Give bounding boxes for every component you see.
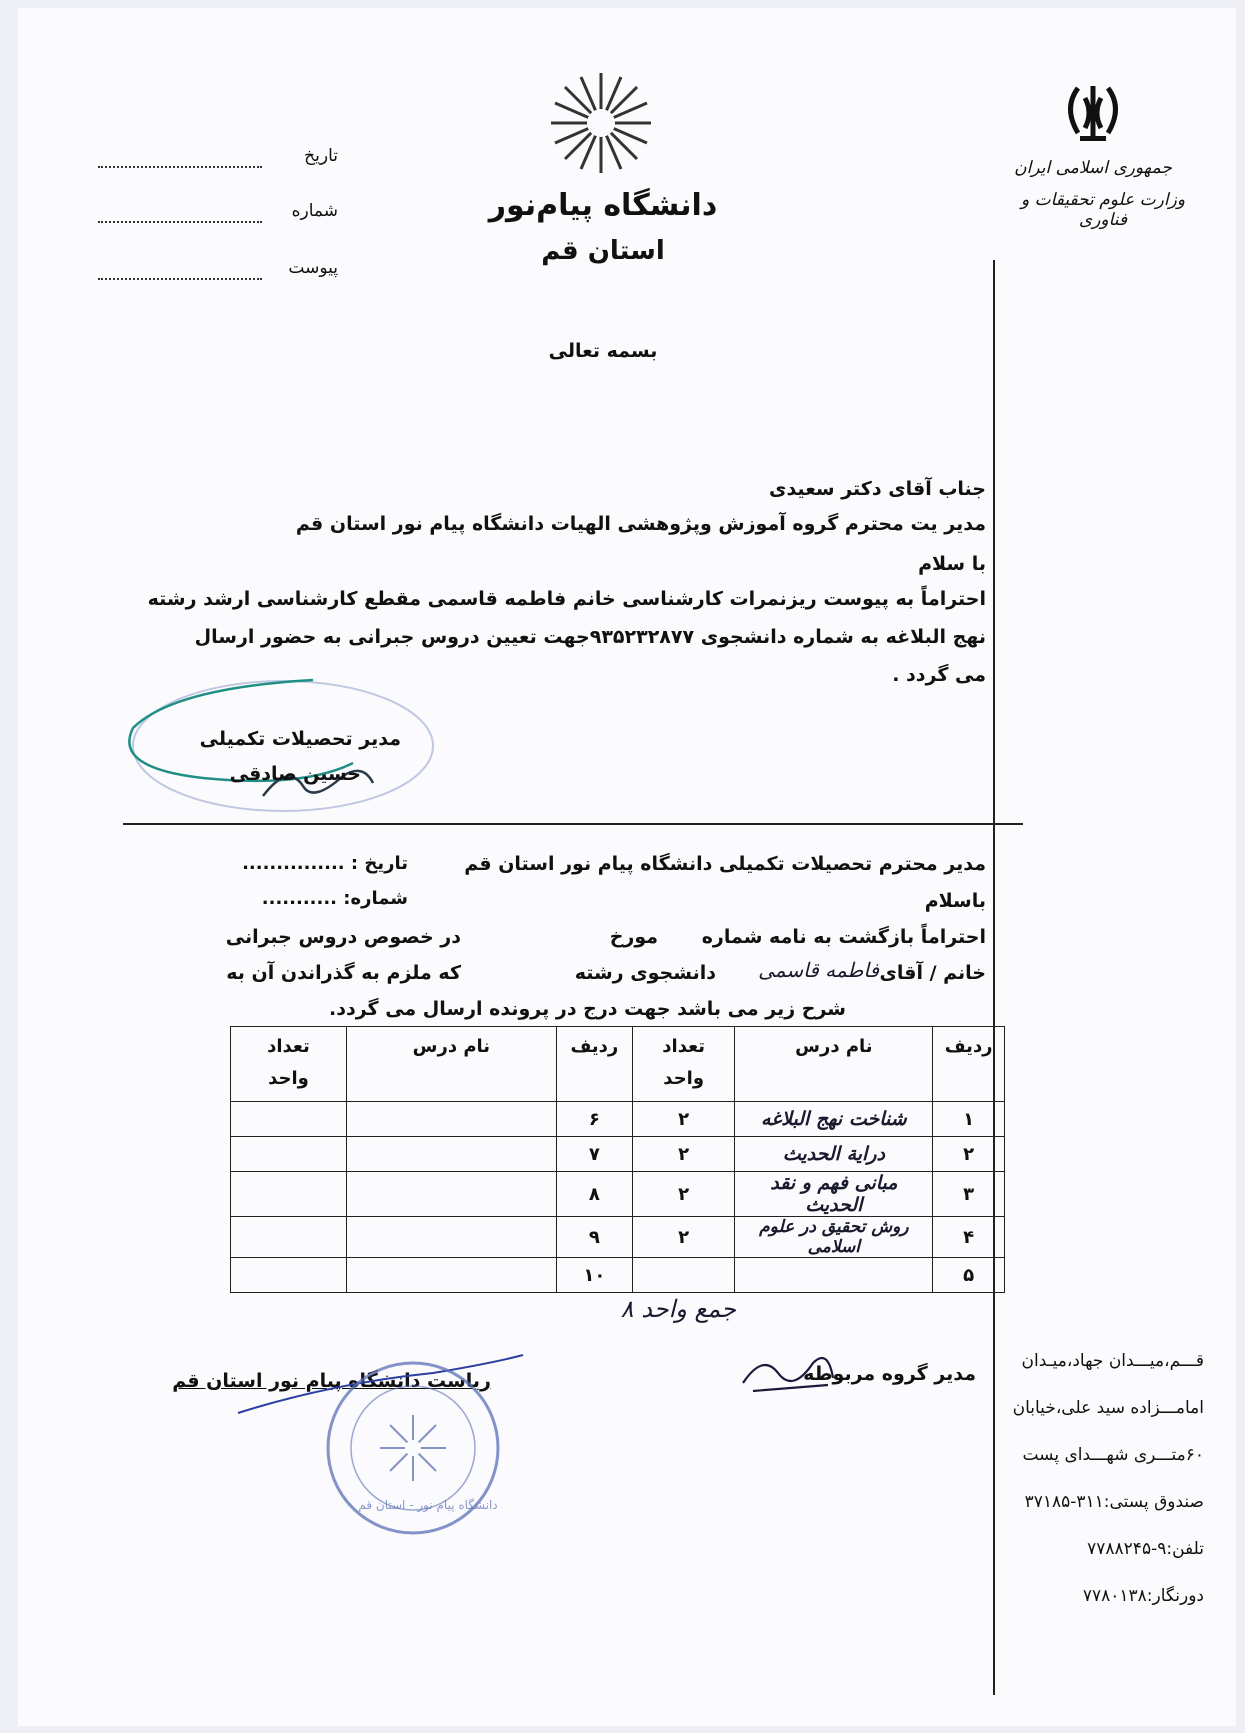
province-name: استان قم: [541, 236, 665, 266]
signer-name: حسین صادقی: [229, 763, 361, 785]
student-name-handwritten: فاطمه قاسمی: [758, 958, 879, 982]
signer-title: مدیر تحصیلات تکمیلی: [199, 728, 401, 750]
total-units-note: جمع واحد ۸: [620, 1295, 736, 1323]
table-row: [231, 1217, 1005, 1258]
col-units-2: تعداد واحد: [231, 1027, 347, 1102]
presidency-label: ریاست دانشگاه پیام نور استان قم: [172, 1370, 491, 1392]
courses-table: [230, 1026, 1005, 1293]
address-line-1: قـــم،میـــدان جهاد،میـدان: [1021, 1351, 1204, 1371]
cell-row-num: ۹: [556, 1217, 632, 1258]
table-row: [231, 1258, 1005, 1293]
fax: دورنگار:۷۷۸۰۱۳۸: [1082, 1586, 1204, 1606]
cell-row-num: ۱: [933, 1102, 1005, 1137]
letter-body-line-3: می گردد .: [892, 664, 986, 686]
reply-line-1b: مورخ: [609, 926, 658, 948]
letter-addressee: جناب آقای دکتر سعیدی: [769, 478, 986, 500]
cell-units: [231, 1137, 347, 1172]
reply-line-2a: خانم / آقای: [879, 962, 986, 984]
date-label: تاریخ: [304, 146, 338, 166]
reply-line-1c: در خصوص دروس جبرانی: [225, 926, 461, 948]
cell-course-name: [346, 1137, 556, 1172]
cell-row-num: ۶: [556, 1102, 632, 1137]
address-line-4: صندوق پستی:۳۱۱-۳۷۱۸۵: [1024, 1492, 1204, 1512]
section-divider: [123, 823, 1023, 825]
reply-date-label: تاریخ : ...............: [242, 853, 408, 874]
cell-row-num: ۷: [556, 1137, 632, 1172]
university-name: دانشگاه پیام‌نور: [488, 188, 718, 223]
reply-line-1a: احتراماً بازگشت به نامه شماره: [701, 926, 986, 948]
cell-units: [231, 1217, 347, 1258]
presidency-stamp-signature: [233, 1343, 563, 1543]
cell-course-name: مبانی فهم و نقد الحدیث: [735, 1172, 933, 1217]
cell-row-num: ۸: [556, 1172, 632, 1217]
basmala: بسمه تعالی: [548, 340, 658, 362]
group-manager-label: مدیر گروه مربوطه: [803, 1363, 976, 1385]
number-label: شماره: [291, 201, 338, 221]
col-row-2: ردیف: [556, 1027, 632, 1102]
stamp-text: دانشگاه پیام نور - استان قم: [358, 1498, 498, 1512]
reply-line-3: شرح زیر می باشد جهت درج در پرونده ارسال می گردد.: [329, 998, 846, 1020]
table-row: [231, 1102, 1005, 1137]
cell-row-num: ۲: [933, 1137, 1005, 1172]
cell-units: [632, 1258, 734, 1293]
cell-row-num: ۳: [933, 1172, 1005, 1217]
reply-number-label: شماره: ...........: [261, 888, 408, 909]
col-course-1: نام درس: [735, 1027, 933, 1102]
reply-line-2c: که ملزم به گذراندن آن به: [226, 962, 461, 984]
cell-units: ۲: [632, 1137, 734, 1172]
cell-course-name: روش تحقیق در علوم اسلامی: [735, 1217, 933, 1258]
attachment-field: [98, 258, 338, 288]
cell-units: [231, 1172, 347, 1217]
letter-position: مدیر یت محترم گروه آموزش وپژوهشی الهیات دانشگاه پیام نور استان قم: [295, 513, 986, 535]
cell-course-name: [346, 1217, 556, 1258]
cell-units: [231, 1102, 347, 1137]
payame-noor-logo-icon: [546, 68, 656, 178]
date-field: [98, 146, 338, 176]
letter-body-line-2: نهج البلاغه به شماره دانشجوی ۹۳۵۲۳۲۸۷۷جهت تعیین دروس جبرانی به حضور ارسال: [194, 626, 986, 648]
col-units-1: تعداد واحد: [632, 1027, 734, 1102]
table-row: [231, 1172, 1005, 1217]
group-manager-signature: [733, 1343, 843, 1403]
address-line-3: ۶۰متـــری شهـــدای پست: [1022, 1445, 1204, 1465]
teal-signature-stamp: [113, 668, 443, 838]
table-row: [231, 1137, 1005, 1172]
cell-course-name: شناخت نهج البلاغه: [735, 1102, 933, 1137]
letter-body-line-1: احتراماً به پیوست ریزنمرات کارشناسی خانم فاطمه قاسمی مقطع کارشناسی ارشد رشته: [147, 588, 986, 610]
emblem-line-1: جمهوری اسلامی ایران: [1014, 158, 1172, 178]
reply-addressee: مدیر محترم تحصیلات تکمیلی دانشگاه پیام نور استان قم: [464, 853, 986, 875]
number-field: [98, 201, 338, 231]
cell-course-name: [346, 1172, 556, 1217]
emblem-line-2: وزارت علوم تحقیقات و فناوری: [1020, 190, 1186, 230]
cell-course-name: [735, 1258, 933, 1293]
cell-row-num: ۴: [933, 1217, 1005, 1258]
letter-greeting: با سلام: [918, 553, 986, 575]
cell-units: ۲: [632, 1102, 734, 1137]
cell-units: [231, 1258, 347, 1293]
reply-greeting: باسلام: [924, 890, 986, 912]
cell-units: ۲: [632, 1217, 734, 1258]
col-row-1: ردیف: [933, 1027, 1005, 1102]
margin-rule: [993, 260, 995, 1695]
cell-course-name: درایة الحدیث: [735, 1137, 933, 1172]
reply-line-2b: دانشجوی رشته: [574, 962, 716, 984]
cell-units: ۲: [632, 1172, 734, 1217]
cell-row-num: ۱۰: [556, 1258, 632, 1293]
table-header-row: [231, 1027, 1005, 1102]
cell-row-num: ۵: [933, 1258, 1005, 1293]
attachment-label: پیوست: [288, 258, 338, 278]
iran-emblem-icon: [1058, 78, 1128, 148]
phone: تلفن:۹-۷۷۸۸۲۴۵: [1087, 1539, 1204, 1559]
letter-sheet: [18, 8, 1236, 1726]
cell-course-name: [346, 1102, 556, 1137]
address-line-2: امامـــزاده سید علی،خیابان: [1012, 1398, 1204, 1418]
col-course-2: نام درس: [346, 1027, 556, 1102]
cell-course-name: [346, 1258, 556, 1293]
